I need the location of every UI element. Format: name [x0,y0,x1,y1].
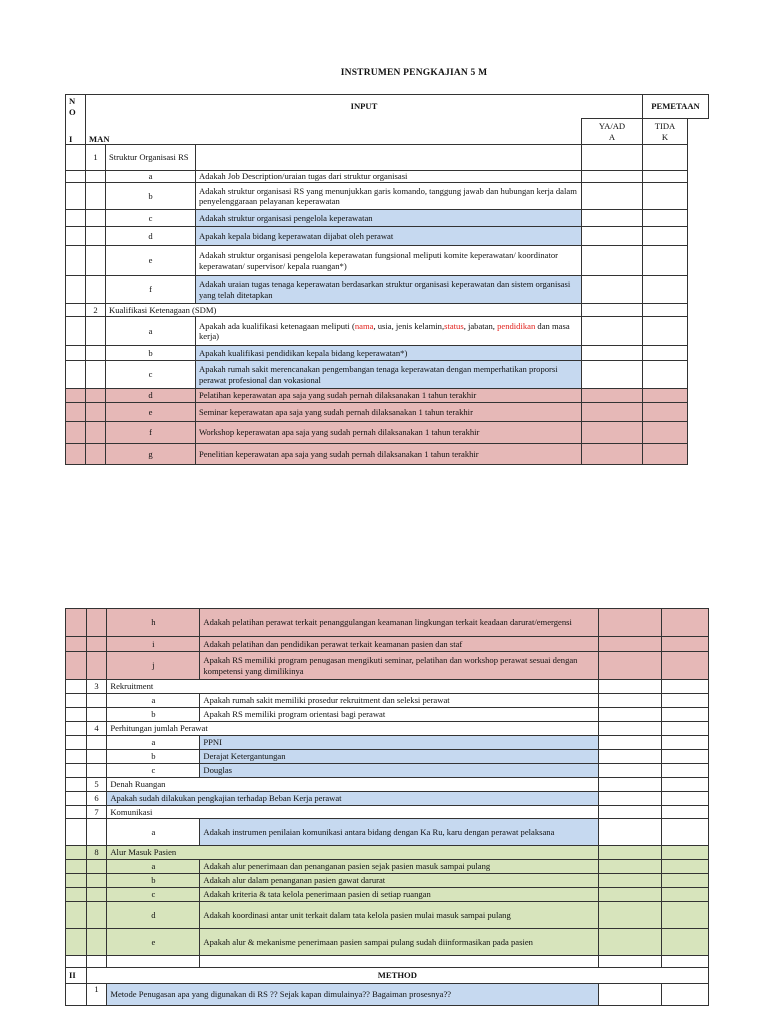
header-roman-1: I [66,119,86,145]
row-letter: g [106,444,196,465]
question-text: Seminar keperawatan apa saja yang sudah pernah dilaksanakan 1 tahun terakhir [196,403,582,422]
highlight-pendidikan: pendidikan [497,320,536,331]
section-label: Alur Masuk Pasien [107,846,599,860]
question-text: Penelitian keperawatan apa saja yang sudah pernah dilaksanakan 1 tahun terakhir [196,444,582,465]
section-label: Komunikasi [107,806,599,819]
table-row [66,806,709,819]
row-letter: a [107,736,200,750]
row-letter: b [107,874,200,888]
row-letter: b [106,183,196,210]
table-row [66,444,709,465]
table-row [66,304,709,317]
table-row [66,422,709,444]
table-row [66,246,709,276]
row-letter: b [107,708,200,722]
question-text: Derajat Ketergantungan [200,750,599,764]
table-row [66,609,709,637]
row-letter: c [106,361,196,389]
row-letter: b [107,750,200,764]
row-letter: d [107,902,200,929]
question-text: Adakah struktur organisasi pengelola keperawatan fungsional meliputi komite keperawatan/ koordinator keperawatan/ supervisor/ kepala ruangan*) [196,246,582,276]
table-row [66,389,709,403]
question-text: PPNI [200,736,599,750]
row-letter: c [107,888,200,902]
row-letter: d [106,389,196,403]
question-text: Adakah instrumen penilaian komunikasi antara bidang dengan Ka Ru, karu dengan perawat pelaksana [200,819,599,846]
table-row [66,736,709,750]
table-row [66,764,709,778]
table-row [66,183,709,210]
table-row [66,888,709,902]
table-row [66,694,709,708]
table-row [66,227,709,246]
header-tidak: TIDA K [643,119,688,145]
table-row [66,361,709,389]
section-label: Struktur Organisasi RS [106,145,196,171]
row-letter: a [107,694,200,708]
row-letter: i [107,637,200,652]
table-row [66,968,709,984]
document-title: INSTRUMEN PENGKAJIAN 5 M [340,68,488,78]
header-roman-2: II [66,968,87,984]
table-row [66,276,709,304]
question-text: Apakah RS memiliki program orientasi bagi perawat [200,708,599,722]
table-row [66,145,709,171]
assessment-table-man [65,94,709,465]
table-row [66,722,709,736]
row-number: 7 [86,806,107,819]
table-row [66,171,709,183]
row-letter: b [106,346,196,361]
question-text: Adakah kriteria & tata kelola penerimaan pasien di setiap ruangan [200,888,599,902]
question-text: Adakah koordinasi antar unit terkait dalam tata kelola pasien mulai masuk sampai pulang [200,902,599,929]
table-row [66,874,709,888]
row-number: 5 [86,778,107,792]
question-text: Apakah rumah sakit memiliki prosedur rekruitment dan seleksi perawat [200,694,599,708]
row-letter: c [107,764,200,778]
table-row [66,346,709,361]
section-label: Perhitungan jumlah Perawat [107,722,599,736]
section-label: Rekruitment [107,680,599,694]
header-input: INPUT [86,95,643,119]
row-letter: j [107,652,200,680]
section-label: Denah Ruangan [107,778,599,792]
assessment-table-continued [65,608,709,1006]
question-text: Adakah struktur organisasi RS yang menunjukkan garis komando, tanggung jawab dan hubungan kerja dalam penyelenggaraan pelayanan keperawatan [196,183,582,210]
table-row [66,792,709,806]
highlight-nama: nama [354,320,374,331]
table-row [66,708,709,722]
question-text: Adakah pelatihan dan pendidikan perawat terkait keamanan pasien dan staf [200,637,599,652]
row-number: 4 [86,722,107,736]
row-letter: a [107,860,200,874]
table-row [66,680,709,694]
row-number: 3 [86,680,107,694]
row-letter: a [106,317,196,346]
section-label: Kualifikasi Ketenagaan (SDM) [106,304,582,317]
row-number: 8 [86,846,107,860]
table-row [66,902,709,929]
question-text: Adakah struktur organisasi pengelola keperawatan [196,210,582,227]
row-letter: d [106,227,196,246]
table-row [66,210,709,227]
question-text: Pelatihan keperawatan apa saja yang sudah pernah dilaksanakan 1 tahun terakhir [196,389,582,403]
question-text: Metode Penugasan apa yang digunakan di RS ?? Sejak kapan dimulainya?? Bagaiman prosesnya?? [107,984,599,1006]
question-text: Apakah rumah sakit merencanakan pengembangan tenaga keperawatan dengan memperhatikan proporsi perawat profesional dan vokasional [196,361,582,389]
row-letter: h [107,609,200,637]
table-row [66,637,709,652]
row-letter: a [107,819,200,846]
table-row [66,984,709,1006]
table-row [66,929,709,956]
highlight-status: status [444,320,464,331]
row-letter: e [106,246,196,276]
table-row [66,317,709,346]
row-letter: f [106,422,196,444]
header-man: MAN [86,119,582,145]
row-letter: a [106,171,196,183]
table-row [66,652,709,680]
header-no: N O [66,95,86,119]
question-text: Workshop keperawatan apa saja yang sudah pernah dilaksanakan 1 tahun terakhir [196,422,582,444]
table-row [66,860,709,874]
table-row [66,846,709,860]
header-ya-ada: YA/AD A [582,119,643,145]
section-label: Apakah sudah dilakukan pengkajian terhadap Beban Kerja perawat [107,792,599,806]
table-row [66,778,709,792]
row-number: 2 [86,304,106,317]
question-text: Adakah alur dalam penanganan pasien gawat darurat [200,874,599,888]
question-text: Adakah uraian tugas tenaga keperawatan berdasarkan struktur organisasi keperawatan dan sistem organisasi yang telah ditetapkan [196,276,582,304]
table-row [66,819,709,846]
question-text: Apakah kualifikasi pendidikan kepala bidang keperawatan*) [196,346,582,361]
question-text: Apakah RS memiliki program penugasan mengikuti seminar, pelatihan dan workshop perawat sesuai dengan kompetensi yang dimilikinya [200,652,599,680]
row-letter: e [107,929,200,956]
question-text: Adakah pelatihan perawat terkait penanggulangan keamanan lingkungan terkait keadaan darurat/emergensi [200,609,599,637]
row-number: 1 [86,145,106,171]
header-method: METHOD [86,968,708,984]
question-text: Apakah kepala bidang keperawatan dijabat oleh perawat [196,227,582,246]
question-text: Douglas [200,764,599,778]
question-text: Apakah alur & mekanisme penerimaan pasien sampai pulang sudah diinformasikan pada pasien [200,929,599,956]
row-letter: e [106,403,196,422]
table-row [66,403,709,422]
question-text: Adakah alur penerimaan dan penanganan pasien sejak pasien masuk sampai pulang [200,860,599,874]
question-text: Adakah Job Description/uraian tugas dari struktur organisasi [196,171,582,183]
question-text: Apakah ada kualifikasi ketenagaan meliputi (nama, usia, jenis kelamin,status, jabatan, pendidikan dan masa kerja) [196,317,582,346]
row-number: 6 [86,792,107,806]
row-number: 1 [86,984,107,1006]
header-pemetaan: PEMETAAN [643,95,709,119]
table-row [66,750,709,764]
row-letter: f [106,276,196,304]
row-letter: c [106,210,196,227]
